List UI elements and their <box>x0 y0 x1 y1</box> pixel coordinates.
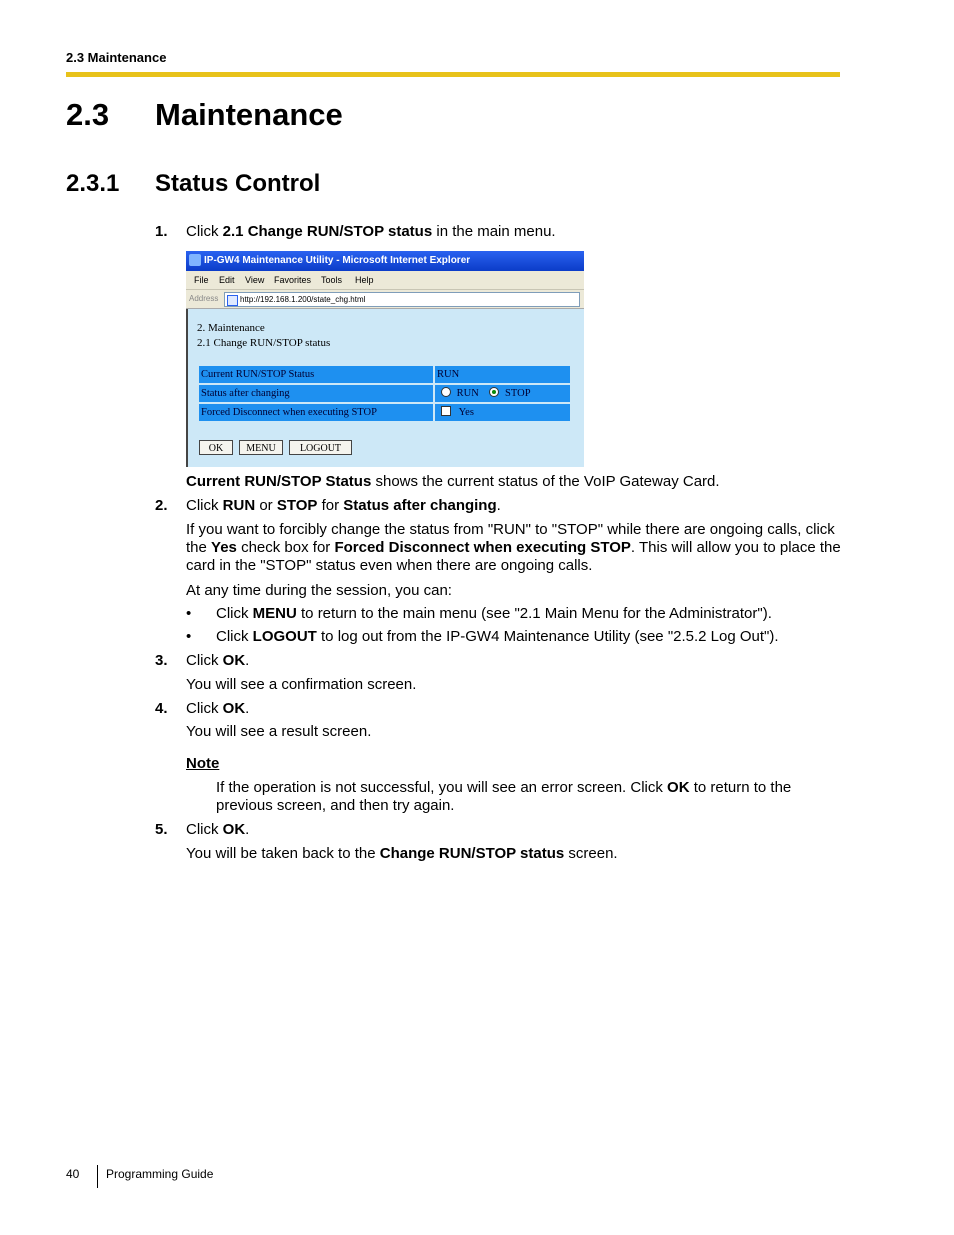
checkbox-label: Yes <box>458 407 474 418</box>
bullet-item: Click LOGOUT to log out from the IP-GW4 Maintenance Utility (see "2.5.2 Log Out"). <box>216 628 779 645</box>
row-label: Forced Disconnect when executing STOP <box>199 404 433 421</box>
step-text: Click OK. <box>186 700 250 717</box>
menu-bar <box>186 271 584 290</box>
radio-run[interactable] <box>441 387 451 397</box>
menu-edit[interactable]: Edit <box>219 275 235 285</box>
window-title: IP-GW4 Maintenance Utility - Microsoft Internet Explorer <box>204 255 471 266</box>
radio-run-label: RUN <box>456 388 479 399</box>
row-value: RUN <box>435 366 570 383</box>
bullet-mark: • <box>186 605 192 622</box>
footer-title: Programming Guide <box>106 1167 214 1181</box>
note-label: Note <box>186 755 220 772</box>
table-row <box>199 404 570 421</box>
paragraph: If you want to forcibly change the status from "RUN" to "STOP" while there are ongoing calls, click the Yes check box for Forced Disconnect when executing STOP. This will allow you to place the card in the "STOP" status even when there are ongoing calls. <box>186 521 841 574</box>
note-text: If the operation is not successful, you will see an error screen. Click OK to return to the previous screen, and then try again. <box>216 779 792 814</box>
paragraph: You will see a confirmation screen. <box>186 676 417 693</box>
subsection-number: 2.3.1 <box>66 170 120 197</box>
step-number: 2. <box>155 497 168 514</box>
menu-file[interactable]: File <box>194 275 209 285</box>
radio-stop-label: STOP <box>505 388 531 399</box>
radio-stop[interactable] <box>489 387 499 397</box>
ie-icon <box>189 254 201 266</box>
footer-divider <box>97 1165 98 1188</box>
address-label: Address <box>189 294 219 303</box>
menu-tools[interactable]: Tools <box>321 275 343 285</box>
paragraph: You will see a result screen. <box>186 723 372 740</box>
page-content <box>186 309 584 467</box>
bullet-mark: • <box>186 628 192 645</box>
step-text: Click RUN or STOP for Status after changing. <box>186 497 501 514</box>
ok-button[interactable]: OK <box>199 440 233 455</box>
row-value <box>435 385 570 402</box>
page-heading-1: 2. Maintenance <box>197 322 265 334</box>
table-row <box>199 385 570 402</box>
logout-button[interactable]: LOGOUT <box>289 440 352 455</box>
section-title: Maintenance <box>155 97 343 132</box>
browser-screenshot <box>186 251 584 467</box>
page-number: 40 <box>66 1167 80 1181</box>
address-bar <box>186 290 584 309</box>
paragraph: At any time during the session, you can: <box>186 582 452 599</box>
paragraph: Current RUN/STOP Status shows the current status of the VoIP Gateway Card. <box>186 473 720 490</box>
paragraph: You will be taken back to the Change RUN/STOP status screen. <box>186 845 618 862</box>
bullet-item: Click MENU to return to the main menu (see "2.1 Main Menu for the Administrator"). <box>216 605 772 622</box>
step-text: Click OK. <box>186 652 250 669</box>
menu-view[interactable]: View <box>245 275 265 285</box>
step-text: Click 2.1 Change RUN/STOP status in the main menu. <box>186 223 556 240</box>
page-heading-2: 2.1 Change RUN/STOP status <box>197 337 331 349</box>
section-heading <box>66 96 343 134</box>
window-titlebar <box>186 251 584 271</box>
step-number: 1. <box>155 223 168 240</box>
row-value <box>435 404 570 421</box>
step-number: 4. <box>155 700 168 717</box>
forced-disconnect-checkbox[interactable] <box>441 406 451 416</box>
step-number: 5. <box>155 821 168 838</box>
table-row <box>199 366 570 383</box>
address-url: http://192.168.1.200/state_chg.html <box>240 295 366 304</box>
subsection-heading <box>66 169 321 199</box>
subsection-title: Status Control <box>155 170 321 197</box>
menu-favorites[interactable]: Favorites <box>274 275 312 285</box>
row-label: Current RUN/STOP Status <box>199 366 433 383</box>
step-text: Click OK. <box>186 821 250 838</box>
address-input[interactable] <box>224 292 580 307</box>
running-head: 2.3 Maintenance <box>66 50 167 65</box>
header-rule <box>66 72 840 77</box>
row-label: Status after changing <box>199 385 433 402</box>
menu-button[interactable]: MENU <box>239 440 283 455</box>
step-number: 3. <box>155 652 168 669</box>
section-number: 2.3 <box>66 97 110 132</box>
page-icon <box>227 295 238 306</box>
menu-help[interactable]: Help <box>355 275 374 285</box>
